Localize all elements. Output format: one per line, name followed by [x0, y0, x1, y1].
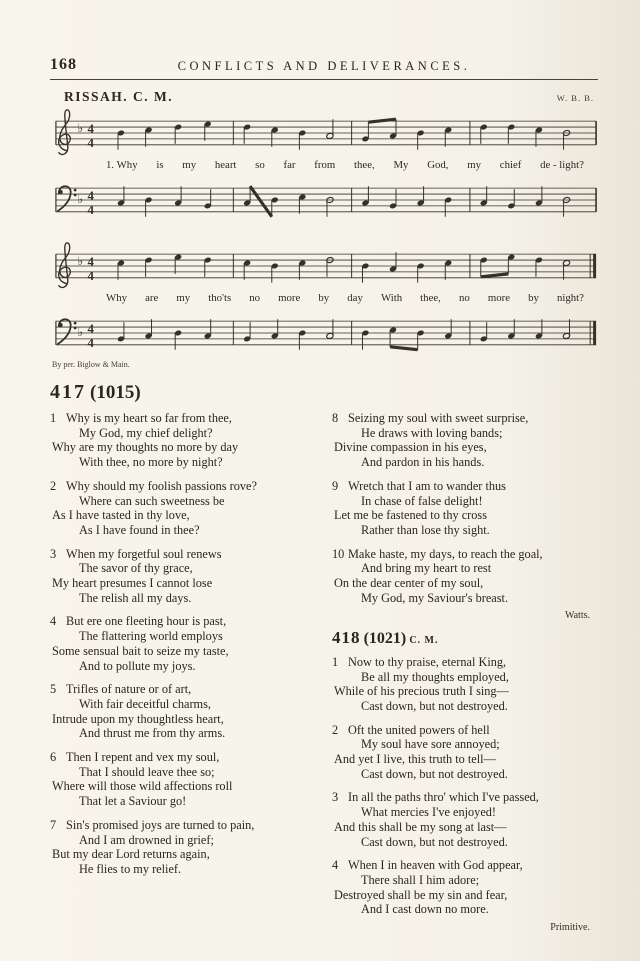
verse-line: What mercies I've enjoyed!	[361, 805, 497, 820]
lyric-word: heart	[214, 159, 237, 171]
lyric-word: My	[393, 159, 409, 171]
lyric-word: de - light?	[540, 159, 584, 171]
svg-text:♭: ♭	[77, 121, 84, 135]
verse-line: 1 Why is my heart so far from thee,	[50, 411, 232, 425]
tune-title	[64, 89, 173, 105]
verse-line: 3 When my forgetful soul renews	[50, 546, 222, 561]
verse-line: He draws with loving bands;	[361, 425, 503, 440]
lyric-word: night?	[556, 292, 584, 304]
verse-line: 3 In all the paths thro' which I've passed,	[332, 790, 539, 805]
running-header: CONFLICTS AND DELIVERANCES.	[177, 59, 471, 73]
verse	[332, 723, 598, 782]
music-staff-treble-1	[50, 105, 602, 159]
svg-text:4: 4	[87, 202, 94, 217]
lyric-word: chief	[499, 159, 522, 171]
page-header	[50, 56, 598, 76]
verse-line: That I should leave thee so;	[79, 764, 215, 779]
tune-meter: C. M.	[133, 89, 174, 104]
hymn-418-meter: C. M.	[409, 635, 439, 647]
verse	[332, 411, 598, 470]
verse-line: Rather than lose thy sight.	[361, 522, 490, 537]
lyric-word: 1. Why	[106, 159, 138, 171]
verse-number: 1	[332, 654, 339, 669]
verse	[332, 479, 598, 538]
verse-line: 6 Then I repent and vex my soul,	[50, 750, 220, 765]
svg-text:4: 4	[87, 188, 94, 203]
verse-number: 3	[332, 790, 339, 805]
verse-line: Be all my thoughts employed,	[361, 669, 509, 684]
svg-text:4: 4	[87, 254, 94, 269]
verse-line: Where will those wild affections roll	[52, 779, 233, 794]
verse-line: 2 Why should my foolish passions rove?	[50, 478, 257, 493]
hymn-418-alt-number: (1021)	[363, 630, 407, 648]
verse	[50, 547, 316, 606]
verse-line: 4 When I in heaven with God appear,	[332, 858, 523, 873]
lyric-word: tho'ts	[208, 292, 232, 304]
verse-line: Cast down, but not destroyed.	[361, 834, 508, 849]
lyric-word: my	[467, 159, 482, 171]
verse-line: As I have found in thee?	[79, 522, 200, 537]
verse	[332, 790, 598, 849]
verse-number: 7	[50, 817, 57, 832]
verse-number: 1	[50, 411, 57, 425]
verse-line: As I have tasted in thy love,	[52, 508, 190, 523]
verse-number: 9	[332, 478, 339, 493]
verse-line: And bring my heart to rest	[361, 561, 492, 576]
verse-line: 7 Sin's promised joys are turned to pain,	[50, 817, 255, 832]
verse-line: Divine compassion in his eyes,	[334, 440, 487, 455]
hymn-417-verses-right	[332, 411, 598, 605]
header-rule	[50, 79, 598, 80]
hymn-418-number: 418	[332, 628, 361, 648]
lyric-word: from	[314, 159, 336, 171]
lyric-word: by	[528, 292, 539, 304]
verse-number: 8	[332, 411, 339, 425]
music-staff-treble-2	[50, 238, 602, 292]
hymn-417-attribution: Watts.	[564, 610, 590, 622]
verse-number: 5	[50, 682, 57, 697]
lyric-word: are	[145, 292, 159, 304]
lyric-word: no	[458, 292, 470, 304]
hymn-417-number: 417	[50, 381, 86, 403]
tune-heading	[50, 89, 598, 105]
verse-line: Why are my thoughts no more by day	[52, 440, 239, 455]
verse-line: 2 Oft the united powers of hell	[332, 722, 490, 737]
verse	[50, 818, 316, 877]
svg-text:4: 4	[87, 135, 94, 150]
verse-number: 4	[50, 614, 57, 629]
verse-line: Let me be fastened to thy cross	[334, 508, 487, 523]
lyric-word: more	[278, 292, 301, 304]
verse-line: My God, my Saviour's breast.	[361, 590, 509, 605]
verse-line: 10 Make haste, my days, to reach the goal,	[332, 546, 543, 561]
verse-line: 5 Trifles of nature or of art,	[50, 682, 192, 697]
svg-text:4: 4	[87, 321, 94, 336]
verse-line: Cast down, but not destroyed.	[361, 698, 508, 713]
lyric-word: thee,	[354, 159, 375, 171]
lyric-word: thee,	[420, 292, 441, 304]
hymn-418-heading	[332, 628, 598, 649]
verse-line: Cast down, but not destroyed.	[361, 766, 508, 781]
verse-line: The relish all my days.	[79, 590, 192, 605]
verse-line: Destroyed shall be my sin and fear,	[334, 887, 508, 902]
verse	[332, 655, 598, 714]
svg-text:4: 4	[87, 121, 94, 136]
lyric-word: my	[182, 159, 197, 171]
verse-number: 10	[332, 546, 345, 561]
lyric-word: no	[249, 292, 261, 304]
verse-line: On the dear center of my soul,	[334, 576, 484, 591]
verse-line: With fair deceitful charms,	[79, 696, 211, 711]
verse-number: 4	[332, 858, 339, 873]
lyric-word: so	[255, 159, 265, 171]
verse-line: 4 But ere one fleeting hour is past,	[50, 614, 227, 629]
verse-number: 6	[50, 750, 57, 765]
verse-line: There shall I him adore;	[361, 872, 480, 887]
verse-line: 9 Wretch that I am to wander thus	[332, 478, 506, 493]
verse-line: He flies to my relief.	[79, 861, 182, 876]
lyric-word: day	[347, 292, 363, 304]
hymn-text-columns	[50, 411, 598, 943]
lyric-word: is	[156, 159, 164, 171]
verse	[50, 750, 316, 809]
verse-line: My heart presumes I cannot lose	[52, 576, 213, 591]
music-staff-bass-1	[50, 172, 602, 226]
verse-number: 2	[332, 722, 339, 737]
page-number: 168	[50, 56, 77, 73]
verse-line: And pardon in his hands.	[361, 455, 485, 470]
verse-line: And thrust me from thy arms.	[79, 726, 226, 741]
right-column	[332, 411, 598, 943]
verse	[332, 547, 598, 606]
svg-text:♭: ♭	[77, 324, 84, 339]
music-staff-bass-2	[50, 305, 602, 359]
verse-line: My God, my chief delight?	[79, 425, 213, 440]
svg-text:4: 4	[87, 335, 94, 350]
lyric-word: With	[380, 292, 403, 304]
verse-line: While of his precious truth I sing—	[334, 684, 509, 699]
composer-initials: W. B. B.	[556, 93, 594, 103]
lyric-word: more	[487, 292, 510, 304]
verse-line: 1 Now to thy praise, eternal King,	[332, 654, 507, 669]
lyric-word: far	[283, 159, 296, 171]
verse	[50, 614, 316, 673]
verse-line: That let a Saviour go!	[79, 794, 187, 809]
lyric-word: by	[318, 292, 330, 304]
verse-line: My soul have sore annoyed;	[361, 737, 500, 752]
lyric-word: Why	[106, 292, 127, 304]
verse	[332, 858, 598, 917]
left-column	[50, 411, 316, 943]
verse	[50, 682, 316, 741]
verse-line: And this shall be my song at last—	[334, 819, 507, 834]
verse-number: 3	[50, 546, 57, 561]
hymn-417-alt-number: (1015)	[90, 382, 141, 403]
hymn-418-verses	[332, 655, 598, 917]
svg-text:4: 4	[87, 268, 94, 283]
verse-line: But my dear Lord returns again,	[52, 847, 210, 862]
verse-number: 2	[50, 478, 57, 493]
verse-line: And I am drowned in grief;	[79, 832, 214, 847]
verse-line: In chase of false delight!	[361, 493, 483, 508]
publisher-credit: By per. Biglow & Main.	[52, 360, 130, 369]
verse-line: With thee, no more by night?	[79, 455, 223, 470]
hymn-417-heading	[50, 381, 598, 404]
hymn-418-attribution: Primitive.	[550, 922, 590, 934]
system-gap	[50, 226, 598, 238]
tune-name: RISSAH.	[64, 89, 129, 104]
verse-line: And yet I live, this truth to tell—	[334, 752, 496, 767]
verse-line: And I cast down no more.	[361, 902, 489, 917]
lyric-word: my	[176, 292, 191, 304]
verse-line: 8 Seizing my soul with sweet surprise,	[332, 411, 529, 425]
verse-line: The flattering world employs	[79, 629, 223, 644]
verse	[50, 411, 316, 470]
music-section	[50, 89, 598, 369]
verse-line: Where can such sweetness be	[79, 493, 225, 508]
lyrics-line-1	[50, 159, 598, 171]
lyrics-line-2	[50, 292, 598, 304]
lyric-word: God,	[427, 159, 449, 171]
svg-text:♭: ♭	[77, 191, 84, 206]
hymn-417-verses-left	[50, 411, 316, 877]
verse-line: Intrude upon my thoughtless heart,	[52, 711, 224, 726]
verse	[50, 479, 316, 538]
verse-line: And to pollute my joys.	[79, 658, 196, 673]
verse-line: The savor of thy grace,	[79, 561, 193, 576]
verse-line: Some sensual bait to seize my taste,	[52, 643, 229, 658]
svg-text:♭: ♭	[77, 254, 84, 268]
